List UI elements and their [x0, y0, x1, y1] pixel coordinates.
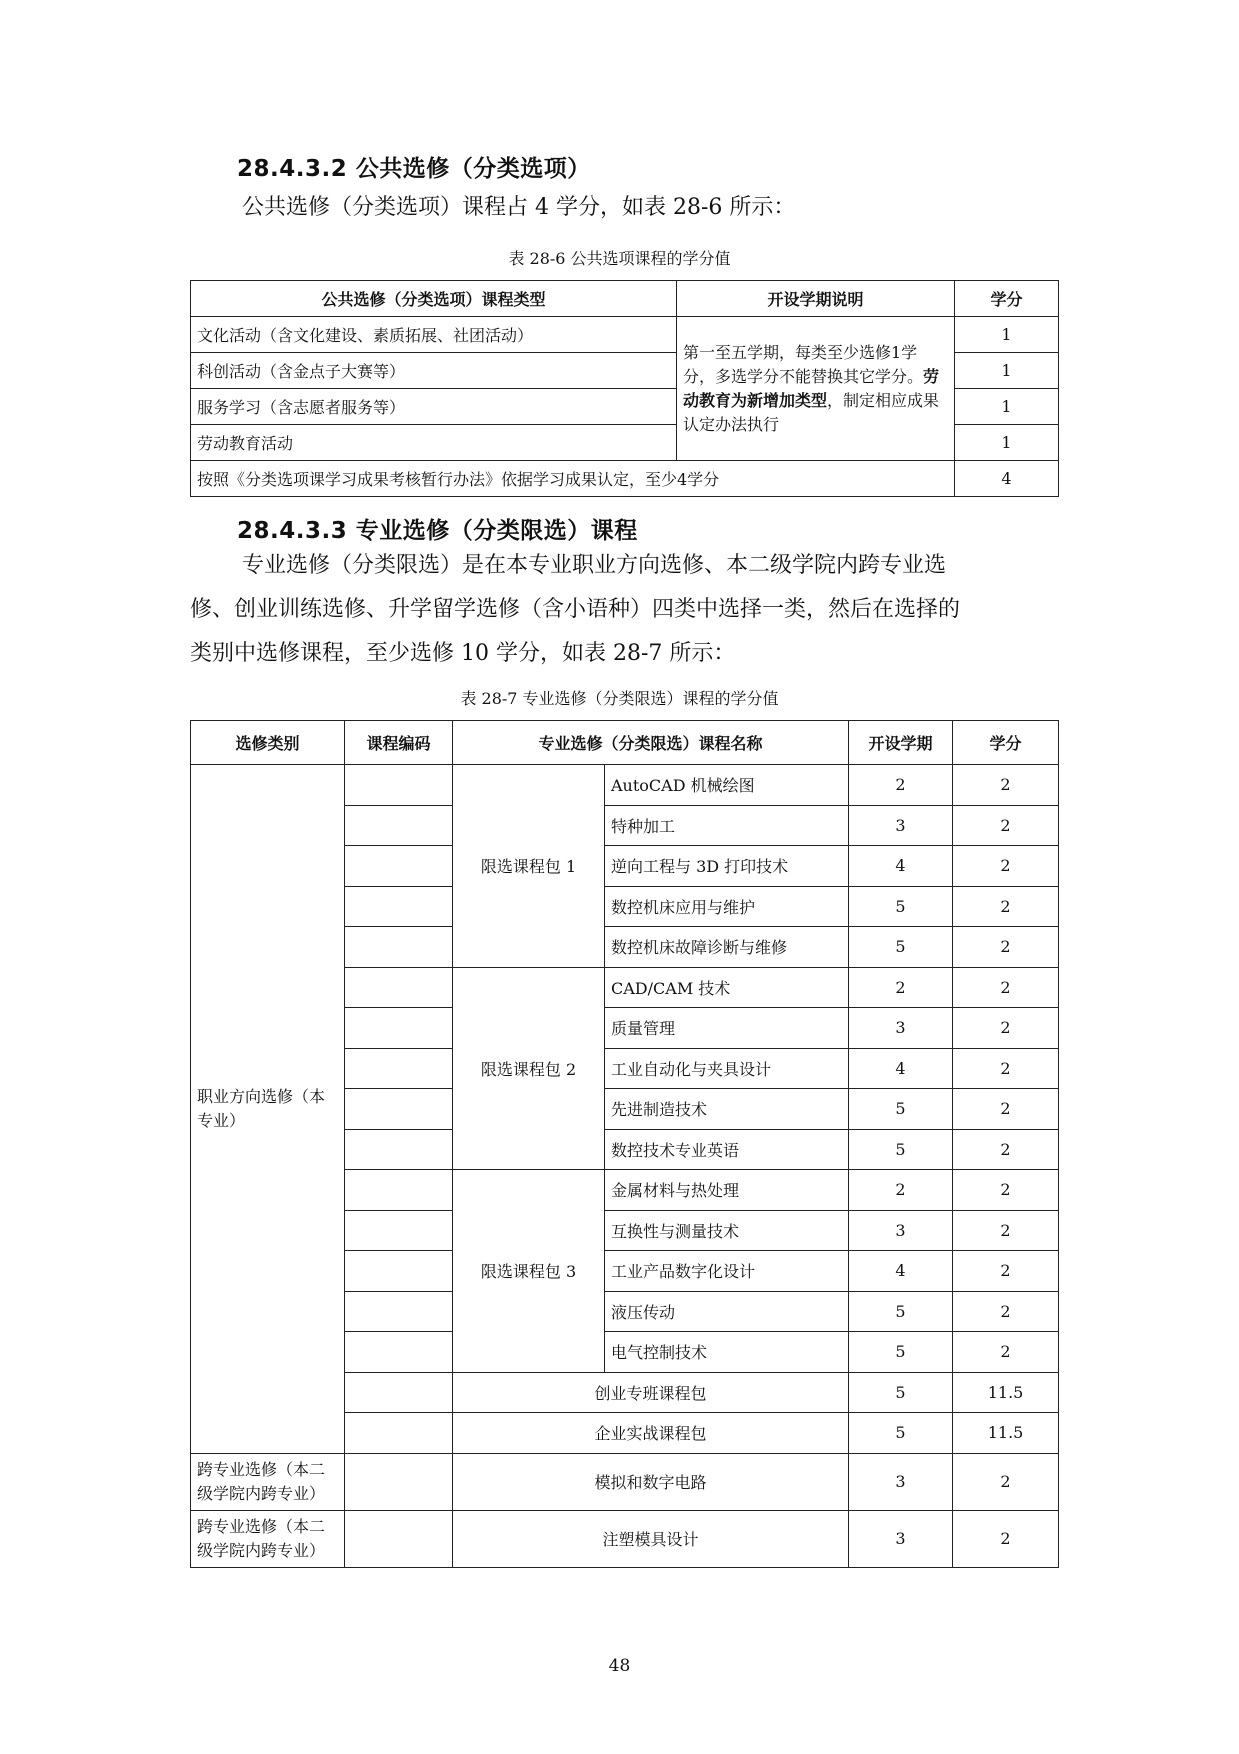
credit-cell: 2	[953, 927, 1059, 968]
credit-cell: 2	[953, 967, 1059, 1008]
semester-cell: 5	[849, 1372, 953, 1413]
header-credit: 学分	[953, 721, 1059, 765]
semester-cell: 5	[849, 1089, 953, 1130]
course-code-cell	[345, 1129, 453, 1170]
credit-cell: 2	[953, 1453, 1059, 1510]
course-code-cell	[345, 1453, 453, 1510]
course-code-cell	[345, 1291, 453, 1332]
semester-cell: 4	[849, 1251, 953, 1292]
course-code-cell	[345, 967, 453, 1008]
semester-cell: 3	[849, 1453, 953, 1510]
table-28-7-caption: 表 28-7 专业选修（分类限选）课程的学分值	[460, 689, 779, 708]
course-code-cell	[345, 1372, 453, 1413]
course-code-cell	[345, 765, 453, 806]
credit-cell: 2	[953, 1332, 1059, 1373]
package-name-cell: 限选课程包 1	[453, 765, 605, 968]
header-semester: 开设学期	[849, 721, 953, 765]
intro-paragraph-professional-elective: 专业选修（分类限选）是在本专业职业方向选修、本二级学院内跨专业选 修、创业训练选修、升学留学选修（含小语种）四类中选择一类，然后在选择的 类别中选修课程，至少选修 10 学分，如表 28-7 所示：	[190, 553, 961, 666]
course-name-cell: 先进制造技术	[605, 1089, 849, 1130]
credit-cell: 1	[955, 425, 1059, 461]
credit-cell: 2	[953, 1089, 1059, 1130]
category-cell: 职业方向选修（本专业）	[191, 765, 345, 1454]
table-row	[191, 461, 1059, 497]
credit-cell: 2	[953, 1129, 1059, 1170]
semester-cell: 5	[849, 886, 953, 927]
header-semester-note: 开设学期说明	[677, 281, 955, 317]
package-name-cell: 限选课程包 2	[453, 967, 605, 1170]
table-header-row	[191, 721, 1059, 765]
credit-cell: 2	[953, 1210, 1059, 1251]
course-name-cell: 模拟和数字电路	[453, 1453, 849, 1510]
course-code-cell	[345, 927, 453, 968]
credit-cell: 1	[955, 353, 1059, 389]
package-name-cell: 限选课程包 3	[453, 1170, 605, 1373]
semester-cell: 5	[849, 1413, 953, 1454]
course-code-cell	[345, 1210, 453, 1251]
credit-cell: 2	[953, 1008, 1059, 1049]
course-name-cell: 工业自动化与夹具设计	[605, 1048, 849, 1089]
table-row	[191, 1453, 1059, 1510]
semester-cell: 3	[849, 1510, 953, 1567]
table-row	[191, 1510, 1059, 1567]
course-name-cell: 金属材料与热处理	[605, 1170, 849, 1211]
course-code-cell	[345, 846, 453, 887]
credit-cell: 1	[955, 389, 1059, 425]
course-name-cell: 数控机床故障诊断与维修	[605, 927, 849, 968]
course-code-cell	[345, 1008, 453, 1049]
credit-cell: 2	[953, 1048, 1059, 1089]
section-heading-professional-elective: 28.4.3.3 专业选修（分类限选）课程	[237, 518, 638, 544]
course-name-cell: 数控技术专业英语	[605, 1129, 849, 1170]
package-name-cell: 创业专班课程包	[453, 1372, 849, 1413]
semester-cell: 5	[849, 927, 953, 968]
semester-cell: 2	[849, 1170, 953, 1211]
credit-cell: 11.5	[953, 1413, 1059, 1454]
course-name-cell: 工业产品数字化设计	[605, 1251, 849, 1292]
credit-cell: 2	[953, 1251, 1059, 1292]
semester-cell: 4	[849, 846, 953, 887]
table-28-6-caption: 表 28-6 公共选项课程的学分值	[508, 249, 731, 268]
course-type-cell: 服务学习（含志愿者服务等）	[191, 389, 677, 425]
course-type-cell: 文化活动（含文化建设、素质拓展、社团活动）	[191, 317, 677, 353]
course-name-cell: AutoCAD 机械绘图	[605, 765, 849, 806]
credit-cell: 2	[953, 1510, 1059, 1567]
category-cell: 跨专业选修（本二级学院内跨专业）	[191, 1510, 345, 1567]
course-code-cell	[345, 1332, 453, 1373]
course-name-cell: 电气控制技术	[605, 1332, 849, 1373]
header-course-name: 专业选修（分类限选）课程名称	[453, 721, 849, 765]
credit-cell: 2	[953, 1170, 1059, 1211]
semester-cell: 2	[849, 967, 953, 1008]
semester-cell: 4	[849, 1048, 953, 1089]
course-code-cell	[345, 1251, 453, 1292]
course-name-cell: 数控机床应用与维护	[605, 886, 849, 927]
table-row	[191, 317, 1059, 353]
credit-cell: 2	[953, 805, 1059, 846]
course-name-cell: 特种加工	[605, 805, 849, 846]
course-name-cell: 互换性与测量技术	[605, 1210, 849, 1251]
course-code-cell	[345, 805, 453, 846]
semester-cell: 5	[849, 1291, 953, 1332]
semester-cell: 3	[849, 1210, 953, 1251]
course-code-cell	[345, 1089, 453, 1130]
course-name-cell: 质量管理	[605, 1008, 849, 1049]
course-code-cell	[345, 1170, 453, 1211]
course-name-cell: CAD/CAM 技术	[605, 967, 849, 1008]
page-number: 48	[608, 1656, 631, 1676]
credit-cell: 11.5	[953, 1372, 1059, 1413]
credit-cell: 4	[955, 461, 1059, 497]
credit-cell: 1	[955, 317, 1059, 353]
course-code-cell	[345, 1510, 453, 1567]
semester-note-cell: 第一至五学期，每类至少选修1学分，多选学分不能替换其它学分。劳动教育为新增加类型，制定相应成果认定办法执行	[677, 317, 955, 461]
credit-cell: 2	[953, 765, 1059, 806]
semester-cell: 5	[849, 1129, 953, 1170]
category-cell: 跨专业选修（本二级学院内跨专业）	[191, 1453, 345, 1510]
header-course-type: 公共选修（分类选项）课程类型	[191, 281, 677, 317]
package-name-cell: 企业实战课程包	[453, 1413, 849, 1454]
course-type-cell: 科创活动（含金点子大赛等）	[191, 353, 677, 389]
course-name-cell: 逆向工程与 3D 打印技术	[605, 846, 849, 887]
course-code-cell	[345, 1048, 453, 1089]
course-code-cell	[345, 886, 453, 927]
header-category: 选修类别	[191, 721, 345, 765]
course-type-cell: 劳动教育活动	[191, 425, 677, 461]
course-name-cell: 液压传动	[605, 1291, 849, 1332]
semester-cell: 5	[849, 1332, 953, 1373]
semester-cell: 3	[849, 805, 953, 846]
course-name-cell: 注塑模具设计	[453, 1510, 849, 1567]
table-row	[191, 765, 1059, 806]
table-28-6	[190, 280, 1059, 497]
semester-cell: 3	[849, 1008, 953, 1049]
total-requirement-cell: 按照《分类选项课学习成果考核暂行办法》依据学习成果认定，至少4学分	[191, 461, 955, 497]
table-28-7	[190, 720, 1059, 1568]
header-credit: 学分	[955, 281, 1059, 317]
semester-cell: 2	[849, 765, 953, 806]
course-code-cell	[345, 1413, 453, 1454]
table-header-row	[191, 281, 1059, 317]
intro-paragraph-public-elective: 公共选修（分类选项）课程占 4 学分，如表 28-6 所示：	[242, 195, 796, 220]
credit-cell: 2	[953, 886, 1059, 927]
credit-cell: 2	[953, 846, 1059, 887]
credit-cell: 2	[953, 1291, 1059, 1332]
header-course-code: 课程编码	[345, 721, 453, 765]
section-heading-public-elective: 28.4.3.2 公共选修（分类选项）	[237, 156, 591, 182]
